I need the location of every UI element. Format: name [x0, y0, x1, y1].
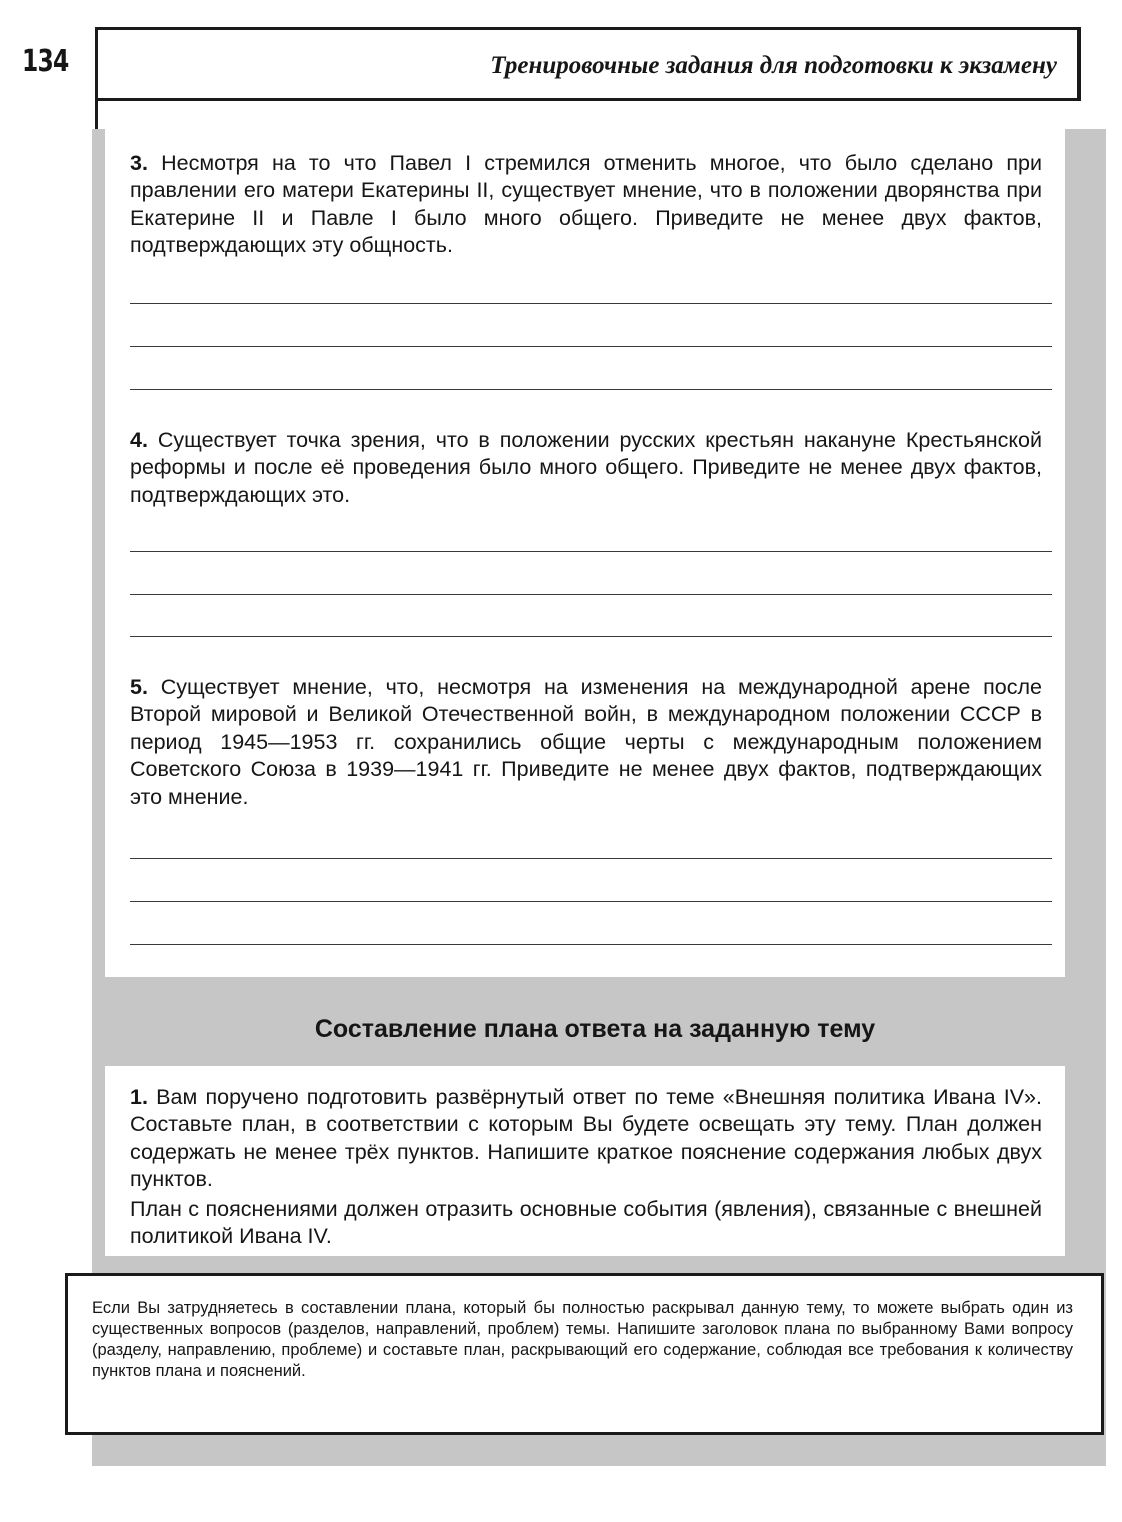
plan-task [130, 1084, 1042, 1194]
question-number: 5. [130, 675, 148, 699]
answer-line[interactable] [130, 858, 1052, 859]
answer-line[interactable] [130, 303, 1052, 304]
answer-line[interactable] [130, 594, 1052, 595]
page-header [95, 27, 1081, 101]
question-number: 3. [130, 151, 148, 175]
hint-text: Если Вы затрудняетесь в составлении плана, который бы полностью раскрывал данную тему, то можете выбрать один из существенных вопросов (разделов, направлений, проблем) темы. Напишите заголовок плана по выбранному Вами вопросу (разделу, направлению, проблеме) и составьте план, раскрывающий его содержание, соблюдая все требования к количеству пунктов плана и пояснений. [92, 1299, 1073, 1380]
question-number: 4. [130, 428, 148, 452]
page-number: 134 [22, 44, 69, 79]
question-4 [130, 427, 1042, 509]
section-title: Составление плана ответа на заданную тему [314, 1015, 876, 1043]
task-number: 1. [130, 1085, 148, 1109]
answer-line[interactable] [130, 346, 1052, 347]
answer-line[interactable] [130, 901, 1052, 902]
plan-task-requirement: План с пояснениями должен отразить основные события (явления), связанные с внешней политикой Ивана IV. [130, 1197, 1042, 1249]
question-3 [130, 150, 1042, 260]
answer-line[interactable] [130, 551, 1052, 552]
question-text: Существует точка зрения, что в положении русских крестьян накануне Крестьянской реформы и после её проведения было много общего. Приведите не менее двух фактов, подтверждающих это. [130, 428, 1042, 507]
header-title: Тренировочные задания для подготовки к экзамену [490, 52, 1057, 79]
header-divider [95, 95, 98, 129]
answer-line[interactable] [130, 389, 1052, 390]
question-text: Несмотря на то что Павел I стремился отменить многое, что было сделано при правлении его матери Екатерины II, существует мнение, что в положении дворянства при Екатерине II и Павле I было много общего. Приведите не менее двух фактов, подтверждающих эту общность. [130, 151, 1042, 258]
answer-line[interactable] [130, 636, 1052, 637]
answer-line[interactable] [130, 944, 1052, 945]
task-text: Вам поручено подготовить развёрнутый ответ по теме «Внешняя политика Ивана IV». Составьте план, в соответствии с которым Вы будете освещать эту тему. План должен содержать не менее трёх пунктов. Напишите краткое пояснение содержания любых двух пунктов. [130, 1085, 1042, 1192]
hint-box [65, 1273, 1104, 1435]
question-text: Существует мнение, что, несмотря на изменения на международной арене после Второй мировой и Великой Отечественной войн, в международном положении СССР в период 1945—1953 гг. сохранились общие черты с международным положением Советского Союза в 1939—1941 гг. Приведите не менее двух фактов, подтверждающих это мнение. [130, 675, 1042, 809]
question-5 [130, 674, 1042, 811]
